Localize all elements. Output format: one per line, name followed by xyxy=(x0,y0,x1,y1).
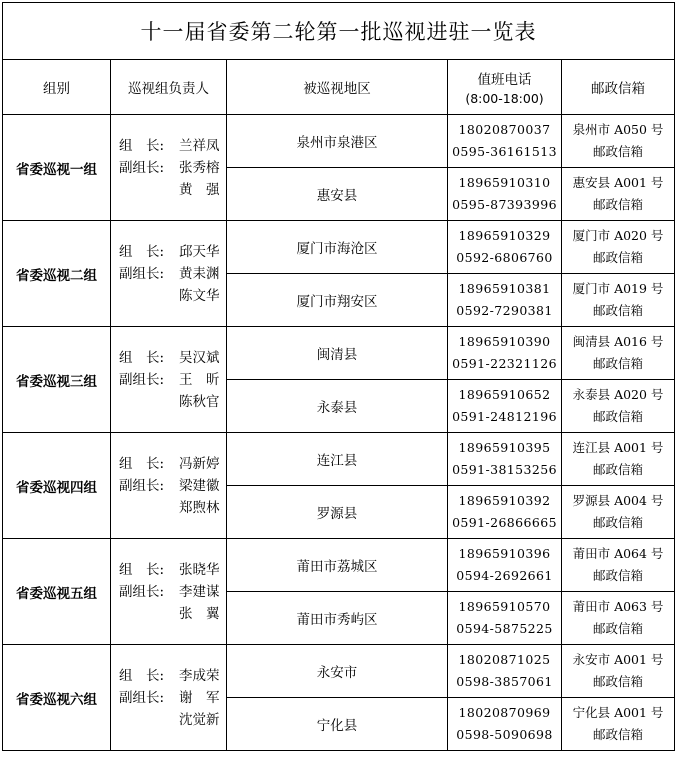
mailbox-number: 闽清县 A016 号 xyxy=(572,334,664,349)
leader-entry xyxy=(119,285,226,307)
mailbox-number: 永泰县 A020 号 xyxy=(572,387,664,402)
post-mailbox xyxy=(562,168,675,221)
landline-number: 0591-38153256 xyxy=(452,462,557,477)
duty-phone xyxy=(448,115,562,168)
table-row xyxy=(3,539,675,592)
mobile-number: 18965910310 xyxy=(458,175,551,190)
leader-entry xyxy=(119,709,226,731)
leader-entry xyxy=(119,241,226,263)
leader-role: 组 长: xyxy=(119,455,165,472)
mailbox-label: 邮政信箱 xyxy=(593,674,644,689)
leader-name: 冯新婷 xyxy=(179,455,220,472)
leader-role: 副组长: xyxy=(119,583,165,600)
mobile-number: 18020871025 xyxy=(458,652,551,667)
post-mailbox xyxy=(562,486,675,539)
header-phone-hours: (8:00-18:00) xyxy=(465,91,544,106)
leader-entry xyxy=(119,559,226,581)
leader-role: 组 长: xyxy=(119,667,165,684)
document-sheet xyxy=(2,2,674,758)
leader-name: 李建谋 xyxy=(179,583,220,600)
post-mailbox xyxy=(562,433,675,486)
leader-name: 黄 强 xyxy=(179,181,220,198)
leader-name: 黄耒渊 xyxy=(179,265,220,282)
leader-role: 组 长: xyxy=(119,349,165,366)
post-mailbox xyxy=(562,221,675,274)
mailbox-number: 厦门市 A020 号 xyxy=(572,228,664,243)
leader-role: 组 长: xyxy=(119,243,165,260)
leader-name: 王 昕 xyxy=(179,371,220,388)
group-leaders xyxy=(111,645,227,751)
leader-entry xyxy=(119,665,226,687)
landline-number: 0591-22321126 xyxy=(452,356,557,371)
leader-entry xyxy=(119,391,226,413)
landline-number: 0592-7290381 xyxy=(456,303,553,318)
table-row xyxy=(3,645,675,698)
mobile-number: 18965910329 xyxy=(458,228,551,243)
header-mailbox: 邮政信箱 xyxy=(562,60,675,115)
landline-number: 0595-36161513 xyxy=(452,144,557,159)
region-name: 厦门市海沧区 xyxy=(227,221,448,274)
landline-number: 0594-2692661 xyxy=(456,568,553,583)
region-name: 惠安县 xyxy=(227,168,448,221)
mailbox-number: 罗源县 A004 号 xyxy=(572,493,664,508)
mobile-number: 18965910570 xyxy=(458,599,551,614)
leader-name: 梁建徽 xyxy=(179,477,220,494)
header-region: 被巡视地区 xyxy=(227,60,448,115)
table-title: 十一届省委第二轮第一批巡视进驻一览表 xyxy=(3,3,675,60)
group-name: 省委巡视六组 xyxy=(3,645,111,751)
region-name: 永安市 xyxy=(227,645,448,698)
region-name: 罗源县 xyxy=(227,486,448,539)
post-mailbox xyxy=(562,592,675,645)
group-name: 省委巡视三组 xyxy=(3,327,111,433)
mailbox-label: 邮政信箱 xyxy=(593,621,644,636)
leader-name: 谢 军 xyxy=(179,689,220,706)
header-leader: 巡视组负责人 xyxy=(111,60,227,115)
duty-phone xyxy=(448,274,562,327)
leader-entry xyxy=(119,687,226,709)
mailbox-label: 邮政信箱 xyxy=(593,356,644,371)
landline-number: 0592-6806760 xyxy=(456,250,553,265)
leader-name: 兰祥凤 xyxy=(179,137,220,154)
leader-entry xyxy=(119,263,226,285)
leader-name: 张晓华 xyxy=(179,561,220,578)
post-mailbox xyxy=(562,698,675,751)
mailbox-label: 邮政信箱 xyxy=(593,303,644,318)
group-leaders xyxy=(111,433,227,539)
mobile-number: 18965910392 xyxy=(458,493,551,508)
region-name: 莆田市秀屿区 xyxy=(227,592,448,645)
leader-role: 副组长: xyxy=(119,371,165,388)
duty-phone xyxy=(448,168,562,221)
landline-number: 0594-5875225 xyxy=(456,621,553,636)
table-row xyxy=(3,433,675,486)
duty-phone xyxy=(448,380,562,433)
leader-entry xyxy=(119,135,226,157)
region-name: 永泰县 xyxy=(227,380,448,433)
mailbox-label: 邮政信箱 xyxy=(593,409,644,424)
mobile-number: 18965910652 xyxy=(458,387,551,402)
duty-phone xyxy=(448,539,562,592)
mobile-number: 18965910390 xyxy=(458,334,551,349)
group-leaders xyxy=(111,539,227,645)
leader-entry xyxy=(119,453,226,475)
landline-number: 0598-3857061 xyxy=(456,674,553,689)
leader-name: 张 翼 xyxy=(179,605,220,622)
region-name: 厦门市翔安区 xyxy=(227,274,448,327)
mailbox-label: 邮政信箱 xyxy=(593,462,644,477)
duty-phone xyxy=(448,645,562,698)
leader-name: 李成荣 xyxy=(179,667,220,684)
group-name: 省委巡视二组 xyxy=(3,221,111,327)
leader-role: 副组长: xyxy=(119,265,165,282)
landline-number: 0598-5090698 xyxy=(456,727,553,742)
leader-role: 组 长: xyxy=(119,561,165,578)
post-mailbox xyxy=(562,274,675,327)
group-leaders xyxy=(111,221,227,327)
leader-entry xyxy=(119,497,226,519)
leader-role: 组 长: xyxy=(119,137,165,154)
leader-entry xyxy=(119,157,226,179)
title-row xyxy=(3,3,675,60)
mailbox-number: 永安市 A001 号 xyxy=(572,652,664,667)
leader-entry xyxy=(119,475,226,497)
group-name: 省委巡视四组 xyxy=(3,433,111,539)
mailbox-label: 邮政信箱 xyxy=(593,197,644,212)
landline-number: 0591-26866665 xyxy=(452,515,557,530)
post-mailbox xyxy=(562,645,675,698)
post-mailbox xyxy=(562,380,675,433)
leader-name: 沈觉新 xyxy=(179,711,220,728)
mailbox-number: 惠安县 A001 号 xyxy=(572,175,664,190)
mailbox-number: 泉州市 A050 号 xyxy=(572,122,664,137)
duty-phone xyxy=(448,698,562,751)
header-phone xyxy=(448,60,562,115)
duty-phone xyxy=(448,486,562,539)
leader-entry xyxy=(119,581,226,603)
mailbox-label: 邮政信箱 xyxy=(593,515,644,530)
table-row xyxy=(3,327,675,380)
mailbox-number: 莆田市 A064 号 xyxy=(572,546,664,561)
leader-name: 张秀榕 xyxy=(179,159,220,176)
landline-number: 0591-24812196 xyxy=(452,409,557,424)
duty-phone xyxy=(448,221,562,274)
group-leaders xyxy=(111,115,227,221)
mailbox-number: 宁化县 A001 号 xyxy=(572,705,664,720)
mailbox-label: 邮政信箱 xyxy=(593,144,644,159)
mobile-number: 18965910381 xyxy=(458,281,551,296)
leader-name: 陈文华 xyxy=(179,287,220,304)
header-group: 组别 xyxy=(3,60,111,115)
mobile-number: 18020870037 xyxy=(458,122,551,137)
leader-role: 副组长: xyxy=(119,159,165,176)
group-leaders xyxy=(111,327,227,433)
table-row xyxy=(3,115,675,168)
leader-entry xyxy=(119,179,226,201)
region-name: 泉州市泉港区 xyxy=(227,115,448,168)
leader-entry xyxy=(119,347,226,369)
mailbox-number: 厦门市 A019 号 xyxy=(572,281,664,296)
post-mailbox xyxy=(562,115,675,168)
region-name: 闽清县 xyxy=(227,327,448,380)
mailbox-number: 连江县 A001 号 xyxy=(572,440,664,455)
mailbox-label: 邮政信箱 xyxy=(593,727,644,742)
post-mailbox xyxy=(562,327,675,380)
header-row xyxy=(3,60,675,115)
duty-phone xyxy=(448,433,562,486)
leader-name: 吴汉斌 xyxy=(179,349,220,366)
mobile-number: 18020870969 xyxy=(458,705,551,720)
mobile-number: 18965910396 xyxy=(458,546,551,561)
mailbox-label: 邮政信箱 xyxy=(593,250,644,265)
region-name: 宁化县 xyxy=(227,698,448,751)
header-phone-label: 值班电话 xyxy=(477,72,532,88)
mailbox-number: 莆田市 A063 号 xyxy=(572,599,664,614)
leader-role: 副组长: xyxy=(119,477,165,494)
region-name: 连江县 xyxy=(227,433,448,486)
region-name: 莆田市荔城区 xyxy=(227,539,448,592)
leader-name: 郑煦林 xyxy=(179,499,220,516)
mobile-number: 18965910395 xyxy=(458,440,551,455)
leader-name: 邱天华 xyxy=(179,243,220,260)
inspection-table xyxy=(2,2,675,751)
landline-number: 0595-87393996 xyxy=(452,197,557,212)
mailbox-label: 邮政信箱 xyxy=(593,568,644,583)
leader-entry xyxy=(119,603,226,625)
leader-name: 陈秋官 xyxy=(179,393,220,410)
group-name: 省委巡视五组 xyxy=(3,539,111,645)
table-row xyxy=(3,221,675,274)
group-name: 省委巡视一组 xyxy=(3,115,111,221)
duty-phone xyxy=(448,327,562,380)
leader-role: 副组长: xyxy=(119,689,165,706)
leader-entry xyxy=(119,369,226,391)
post-mailbox xyxy=(562,539,675,592)
duty-phone xyxy=(448,592,562,645)
